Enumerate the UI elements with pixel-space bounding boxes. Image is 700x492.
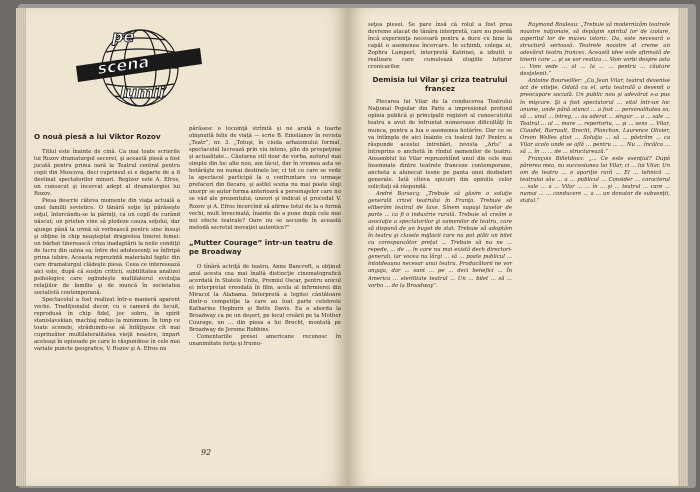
logo-word-scena: scena	[96, 52, 151, 79]
article-title-vilar: Demisia lui Vilar şi criza teatrului francez	[372, 75, 508, 94]
right-page	[348, 8, 678, 486]
page-edges-right	[678, 8, 688, 486]
article-title-rozov: O nouă piesă a lui Viktor Rozov	[34, 132, 161, 141]
paragraph: Comentariile presei americane recunosc în unanimitate forţa şi frumu-	[189, 334, 341, 348]
right-column-1	[368, 22, 512, 290]
page-edges-left	[16, 8, 26, 486]
paragraph: O tînără actriţă de teatru, Anne Bancroft, a obţinut anul acesta cea mai înaltă distincţie cinematografică acordată în Statele Unite, Premiul Oscar, pentru unicul ei interpretat vreodată în film, acela al infirmierei din Miracol la Alabama. Interpretă a legitei cântătoare dintr-o competiţie la care au luat parte celebrele Katharine Hepburn şi Bette Davis. Ea a aborda la Broadway ca pe un deşert, pe locul creării pe ta Mother Courage, un ... din piesa a lui Brecht, montată pe Broadway de Jerome Robbins.	[189, 263, 341, 334]
right-column-2	[520, 22, 670, 205]
left-column-1	[34, 126, 180, 353]
paragraph: François Billetdoux: „... Ce este esenţial? După părerea mea, nu succesiunea lui Vilar, ci ... lui Vilar. Un om de teatru ... o apariţie rară ... El ... tehnică ... teatrului său ... a ... publicul ... Consider ... caracterul ... sale ... a ... Vilar ... ... în ... şi ... teatrul ... care ... numai ... ... conducere ... a ... un donator de subvenţii, statul.”	[520, 155, 670, 205]
logo-word-lumii: lumii	[120, 83, 165, 102]
paragraph: Antoine Bourseiller: „Cu Jean Vilar, teatrul devenise act de viteţie. Odată cu el, arta teatrală a devenit o preocupare socială. Un public nou şi adevărat s-a pus în mişcare. Şi a fost spectatorul ... vital într-un loc anume, unde până atunci ... a fost ... personalitatea sa, să ... unul ... întreg, ... au aderat ... singur ... a ... sale ... Teatrul ... al ... mare ... repertoriu, ... şi ... sens ... Vilar, Claudel, Barrault, Brecht, Planchon, Laurence Olivier, Orson Welles ştiut ... Soluţia ... să ... păstrăm ... ca Vilar acolo unde se află ... pentru ... ... Nu ... încălca ... să ... în ... ... de ... structurează.”	[520, 78, 670, 155]
paragraph: Spectacolul a fost realizat într-o manieră aparent veche. Tradiţionalul decor, cu o cameră de locuit, reprodusă în chip fidel, joc sobru, în spirit stanislavskian, machiaj redus la minimum. În timp ce toate scenele, străduindu-se să înfăţişeze cît mai cuprinzător multilateralitatea vieţii noastre, impart aceleaşi în episoade pe care le răspundese în cele mai variate puncte geografice, V. Rozov şi A. Efros nu	[34, 296, 180, 353]
page-number: 92	[201, 448, 212, 457]
left-page	[26, 8, 348, 486]
paragraph: Piesa descrie câteva momente din viaţa actuală a unei familii sovietice. O tânără soţie îşi părăseşte soţul, întorcându-se la părinţi, ca un copil de curând născut; un prieten vine să pledeze cauza soţului, dar ajunge până la urmă să vorbească pentru sine însuşi şi obţine în chip neaşteptat dragostea tinerei femei: un bărbat tinerească criza inadaptării la noile condiţii de lucru din uzina sa; între doi adolescenţi se înfiripă prima iubire. Aceasta reprezintă materialul faptic din care dramaturgul clădeşte piesa. Ceea ce interesează aici este, după că susţin criticii, subtilitatea analizei psihologice care oglindeşte multilaterul evoluţia relaţiilor de familie şi de muncă în societatea socialistă contemporană.	[34, 198, 180, 296]
paragraph: seţea piesei. Se pare însă că rolul a fost prea devreme atacat de tânăra interpretă, care nu posedă încă experienţa necesară pentru a duce cu bine la capăt o asemenea încercare. În schimb, colega ei, Zophra Lampert, interpretă Katrinei, a izbutit o realizare care cumulează elogiile tuturor cronicarilor.	[368, 22, 512, 71]
globe-logo-icon	[68, 18, 208, 118]
paragraph: Raymond Rouleau: „Trebuie să modernizăm teatrele noastre naţionale, să depăşim spiritul lor de izolare, asperitul lor de muzeu istoric. Da, este necesară o structură serioasă. Teatrele noastre al creme un adevărat teatru francez. Această idee este afirmată de tinerii care ... şi se vor realiza ... Vom vorbi despre asta ... Vom vede ... al ... la ... ... pentru ... căutare desţelenit.”	[520, 22, 670, 78]
paragraph: părăsesc o locuinţă strîmtă şi ne arată o toarte obişnuită felie de viaţă — scrie B. Emelianov în revista „Teatr”, nr. 3. „Totuşi, în ciuda arhaismului formal, spectacolul lucrează prin viu intens, plin de prospeţime şi actualitate... Căutarea stil doar de vorba, autorul mai simplu din loc alte nou, am tăcut, dar în vremea asta se hotărăşte nu numai destinele lor, ci tot ce care se vede la spectacol participă la o confruntare cu urmaşe prefaceri din fiecare, şi astfel scena nu mai poate sluji unorpr se autor forma anterioară a personajelor care nu se văd ale prezentului, uneori şi indicat şi procedat V. Rozov şi A. Efros încercînd să afirme totul de la o formă vechi, mult învecinată, înainte de a pune după cele mai noi efecte teatrale? Oare nu se ascunde în această metodă secretul inovaţiei autentice?”	[189, 126, 341, 231]
paragraph: André Barsacq: „Trebuie să găsim o soluţie generală crizei teatrului în Franţa. Trebuie să eliberăm teatrul de taxe. Sînem supuşi taxelor de parte ... ca fi o industrie rurală. Trebuie să creăm o asociaţie a spectatorilor şi oamenilor de teatru, care să dispună de un buget de stat. Trebuie să adoptăm în teatru şi clasele mijlocii care nu pot plăti un bilet cu corespunzător preţul ... Trebuie să nu ne ... repede, ... de ... în care nu mai există dech directori-generali, iar vocea nu lărgi ... să ... poate publicul ... întotdeauna necesar unui teatru. Producătorii ne vor angaja, dar ... sunt ... pe ... deci benefici ... În America ... sterilitate teatrul ... Un ... bilet ... să ... vorba ... de la Broadway”.	[368, 190, 512, 289]
paragraph: Plecarea lui Vilar de la conducerea Teatrului Naţional Popular din Paris a impresionat profund opinia publică şi principalii regizori al cunoscutului teatru a avut de înfruntat numeroase dificultăţi în munca, pentru a lua o asemenea hotărîre. Dar ce se va întîmpla de aici înainte cu teatrul lui? Pentru a răspunde acestei întrebări, revista „Arts” a întreprins o anchetă în rîndul oamenilor de teatru. Ansamblul lui Vilar reprezentînd unul din cele mai însemnate dintre teatrele franceze contemporane, ancheta a alunecat lesne pe panta unei dezbateri generale. Iată cîteva spicuiri din opiniile celor solicitaţi să răspundă.	[368, 99, 512, 190]
article-title-mutter-courage: „Mutter Courage” într-un teatru de pe Broadway	[189, 237, 333, 256]
left-column-2	[189, 126, 341, 348]
paragraph: Titlul este înainte de cină. Ca mai toate scrierile lui Rozov dramaturgul secerei, şi această piesă a fost jucată pentru prima oară la Teatrul central pentru copii din Moscova, deci cuprinsul ei e departe de a fi destinat spectatorilor minori. Regizor este A. Efros, un cunoscut şi încercat adept al dramaturgiei lui Rozov.	[34, 149, 180, 198]
logo-word-pe: pe	[112, 27, 135, 46]
